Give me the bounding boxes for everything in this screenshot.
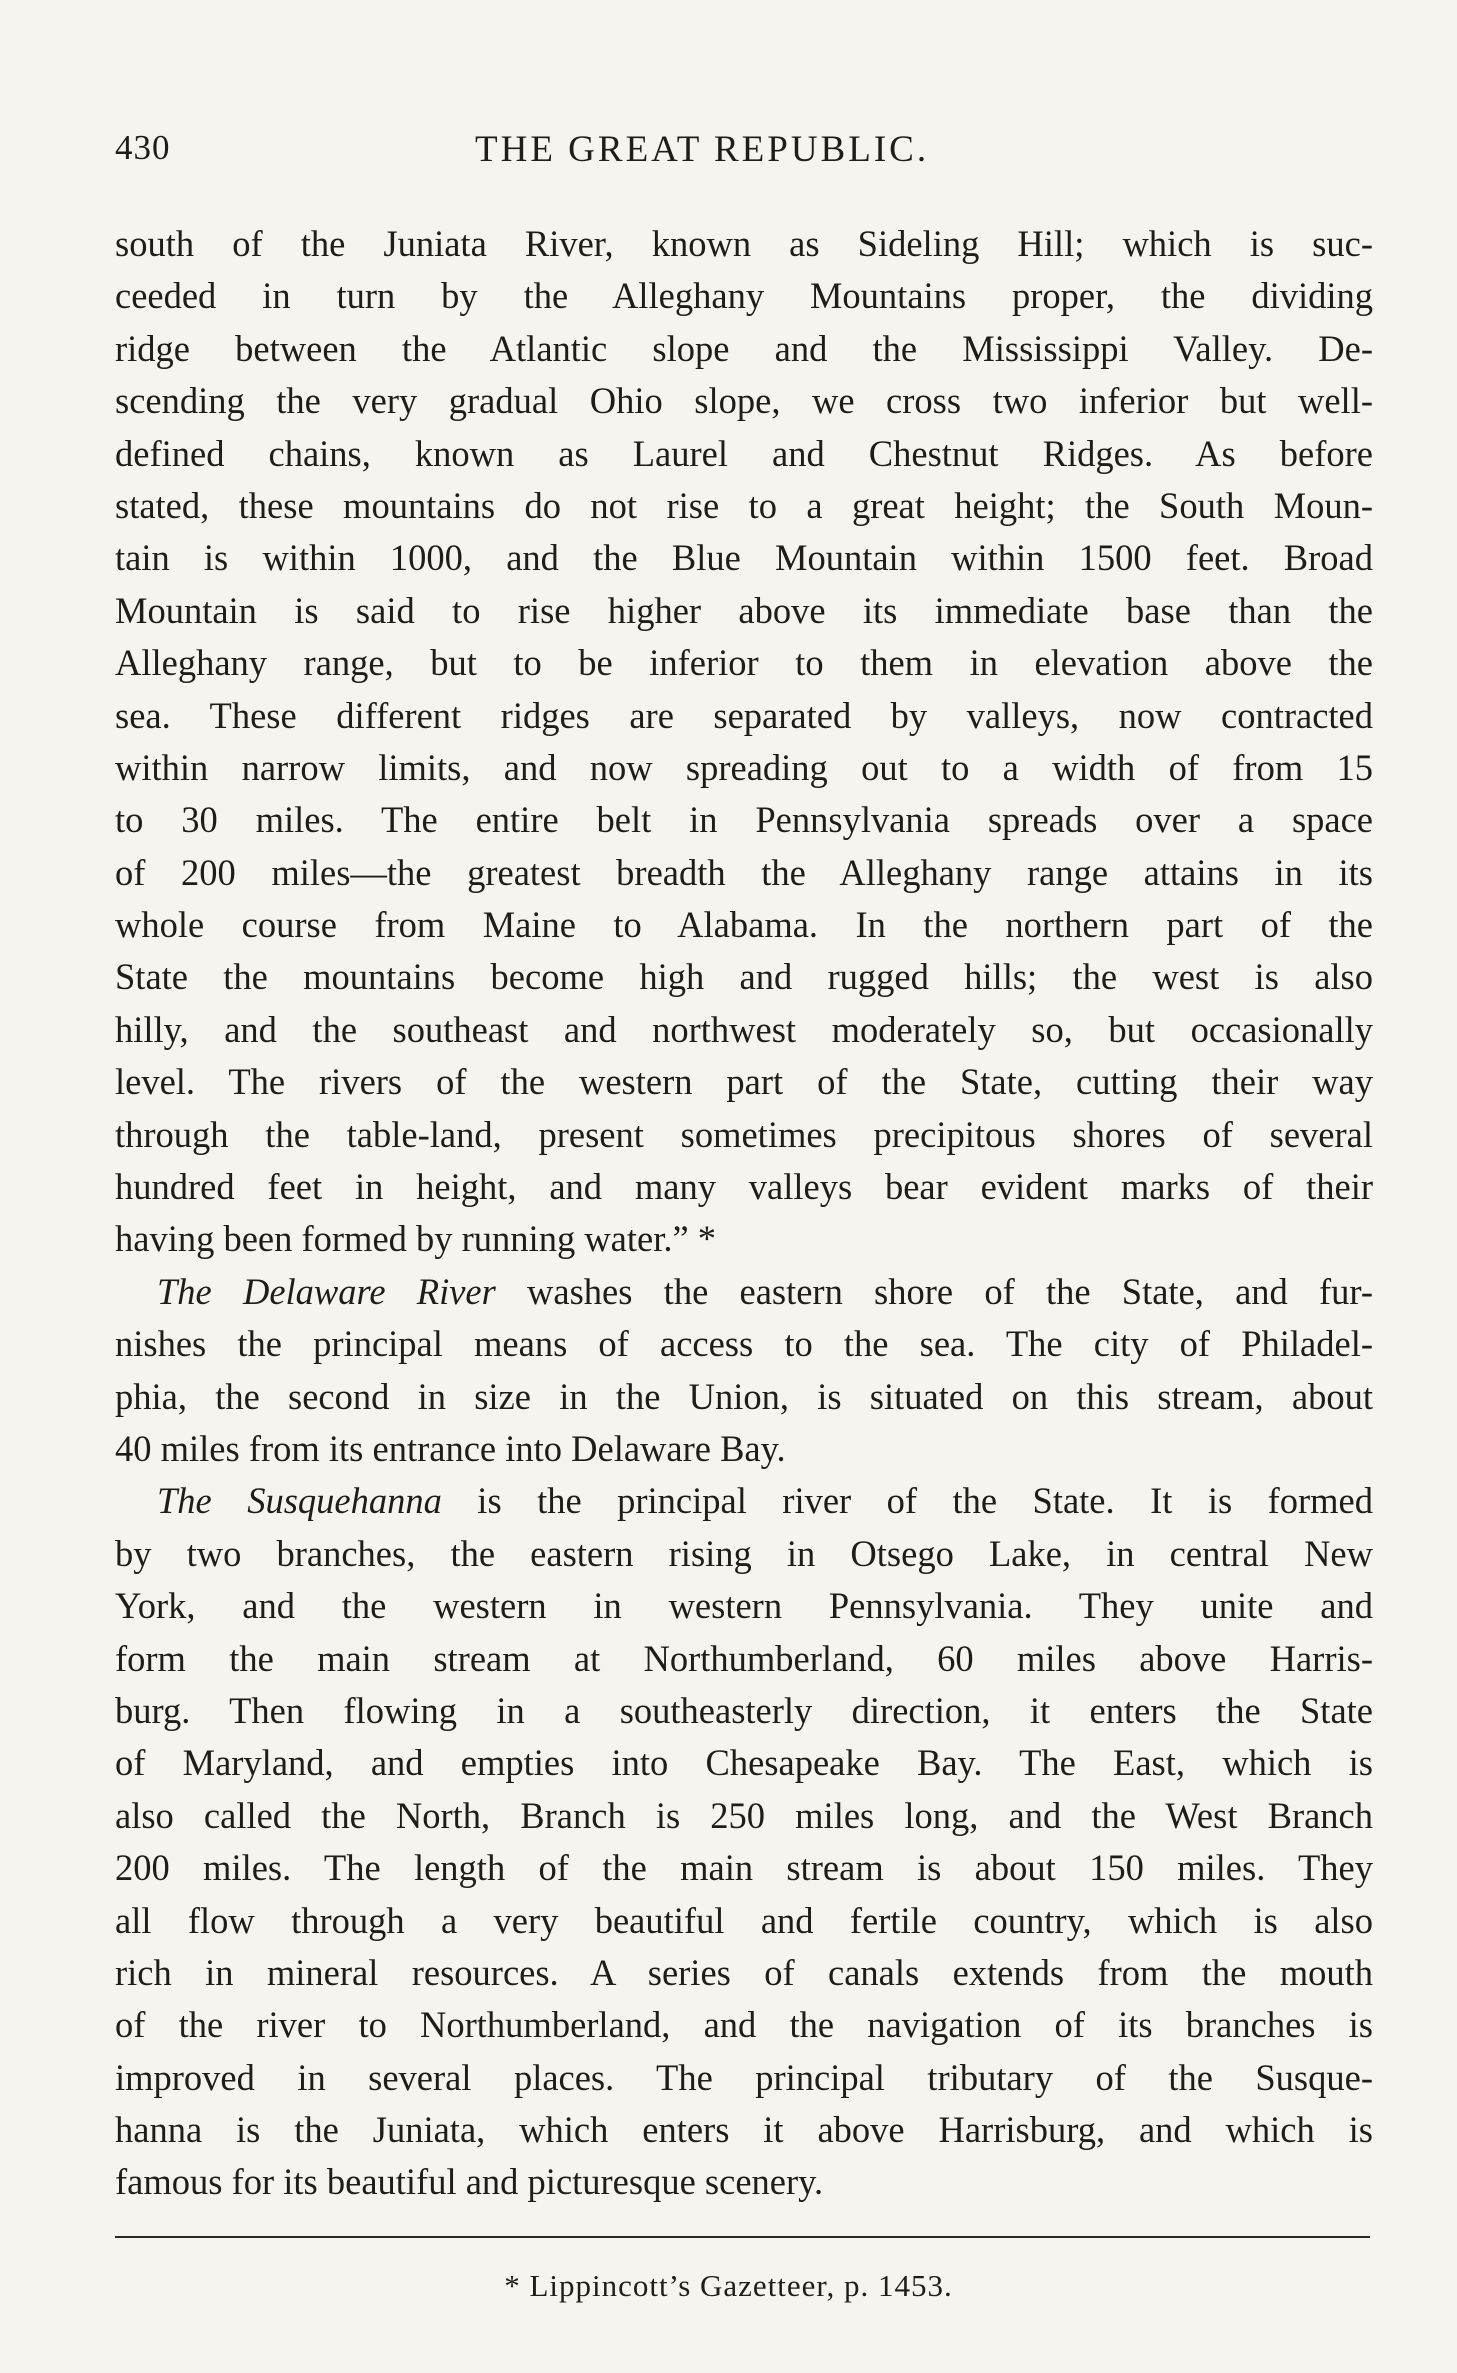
- text-line: famous for its beautiful and picturesque scenery.: [115, 2161, 824, 2203]
- text-line: level. The rivers of the western part of the State, cutting their way: [115, 1061, 1373, 1103]
- body-text: [115, 218, 1373, 2209]
- text-line: having been formed by running water.” *: [115, 1218, 717, 1260]
- text-line: of the river to Northumberland, and the navigation of its branches is: [115, 2004, 1373, 2046]
- susquehanna-italic-lead: The Susquehanna: [157, 1480, 442, 1522]
- text-line: of 200 miles—the greatest breadth the Alleghany range attains in its: [115, 851, 1373, 893]
- text-line: all flow through a very beautiful and fertile country, which is also: [115, 1899, 1373, 1941]
- text-line: south of the Juniata River, known as Sideling Hill; which is suc-: [115, 223, 1373, 264]
- text-line: nishes the principal means of access to the sea. The city of Philadel-: [115, 1323, 1373, 1365]
- text-line: rich in mineral resources. A series of canals extends from the mouth: [115, 1951, 1373, 1993]
- page-number: 430: [115, 128, 171, 167]
- text-line: tain is within 1000, and the Blue Mountain within 1500 feet. Broad: [115, 537, 1373, 579]
- text-line: of Maryland, and empties into Chesapeake Bay. The East, which is: [115, 1742, 1373, 1784]
- text-line: to 30 miles. The entire belt in Pennsylvania spreads over a space: [115, 799, 1373, 841]
- text-line: 40 miles from its entrance into Delaware Bay.: [115, 1427, 786, 1469]
- text-line: State the mountains become high and rugged hills; the west is also: [115, 956, 1373, 998]
- delaware-italic-lead: The Delaware River: [157, 1270, 496, 1312]
- text-line: hilly, and the southeast and northwest moderately so, but occasionally: [115, 1008, 1373, 1050]
- text-line: stated, these mountains do not rise to a great height; the South Moun-: [115, 484, 1373, 526]
- text-line: whole course from Maine to Alabama. In the northern part of the: [115, 904, 1373, 946]
- text-line: Alleghany range, but to be inferior to them in elevation above the: [115, 642, 1373, 684]
- text-line: also called the North, Branch is 250 miles long, and the West Branch: [115, 1794, 1373, 1836]
- delaware-paragraph-first-line: [115, 1266, 1373, 1318]
- text-line: by two branches, the eastern rising in Otsego Lake, in central New: [115, 1532, 1373, 1574]
- text-line: 200 miles. The length of the main stream is about 150 miles. They: [115, 1847, 1373, 1889]
- text-line: within narrow limits, and now spreading out to a width of from 15: [115, 746, 1373, 788]
- text-line: burg. Then flowing in a southeasterly direction, it enters the State: [115, 1689, 1373, 1731]
- text-line: sea. These different ridges are separated by valleys, now contracted: [115, 694, 1373, 736]
- text-line: ceeded in turn by the Alleghany Mountains proper, the dividing: [115, 275, 1373, 317]
- text-line: Mountain is said to rise higher above its immediate base than the: [115, 589, 1373, 631]
- footnote: * Lippincott’s Gazetteer, p. 1453.: [504, 2268, 953, 2303]
- text-line: scending the very gradual Ohio slope, we cross two inferior but well-: [115, 380, 1373, 422]
- text-line: improved in several places. The principal tributary of the Susque-: [115, 2056, 1373, 2098]
- text-line: York, and the western in western Pennsylvania. They unite and: [115, 1585, 1373, 1627]
- susquehanna-paragraph-first-line: [115, 1475, 1373, 1527]
- footnote-divider: [115, 2236, 1370, 2238]
- delaware-first-rest: washes the eastern shore of the State, and fur-: [495, 1270, 1373, 1312]
- text-line: defined chains, known as Laurel and Chestnut Ridges. As before: [115, 432, 1373, 474]
- text-line: ridge between the Atlantic slope and the Mississippi Valley. De-: [115, 327, 1373, 369]
- text-line: form the main stream at Northumberland, 60 miles above Harris-: [115, 1637, 1373, 1679]
- text-line: phia, the second in size in the Union, is situated on this stream, about: [115, 1375, 1373, 1417]
- text-line: hanna is the Juniata, which enters it above Harrisburg, and which is: [115, 2109, 1373, 2151]
- text-line: hundred feet in height, and many valleys bear evident marks of their: [115, 1166, 1373, 1208]
- susquehanna-first-rest: is the principal river of the State. It is formed: [441, 1480, 1374, 1522]
- page-header: [115, 128, 1370, 178]
- running-title: THE GREAT REPUBLIC.: [475, 129, 930, 170]
- text-line: through the table-land, present sometimes precipitous shores of several: [115, 1113, 1373, 1155]
